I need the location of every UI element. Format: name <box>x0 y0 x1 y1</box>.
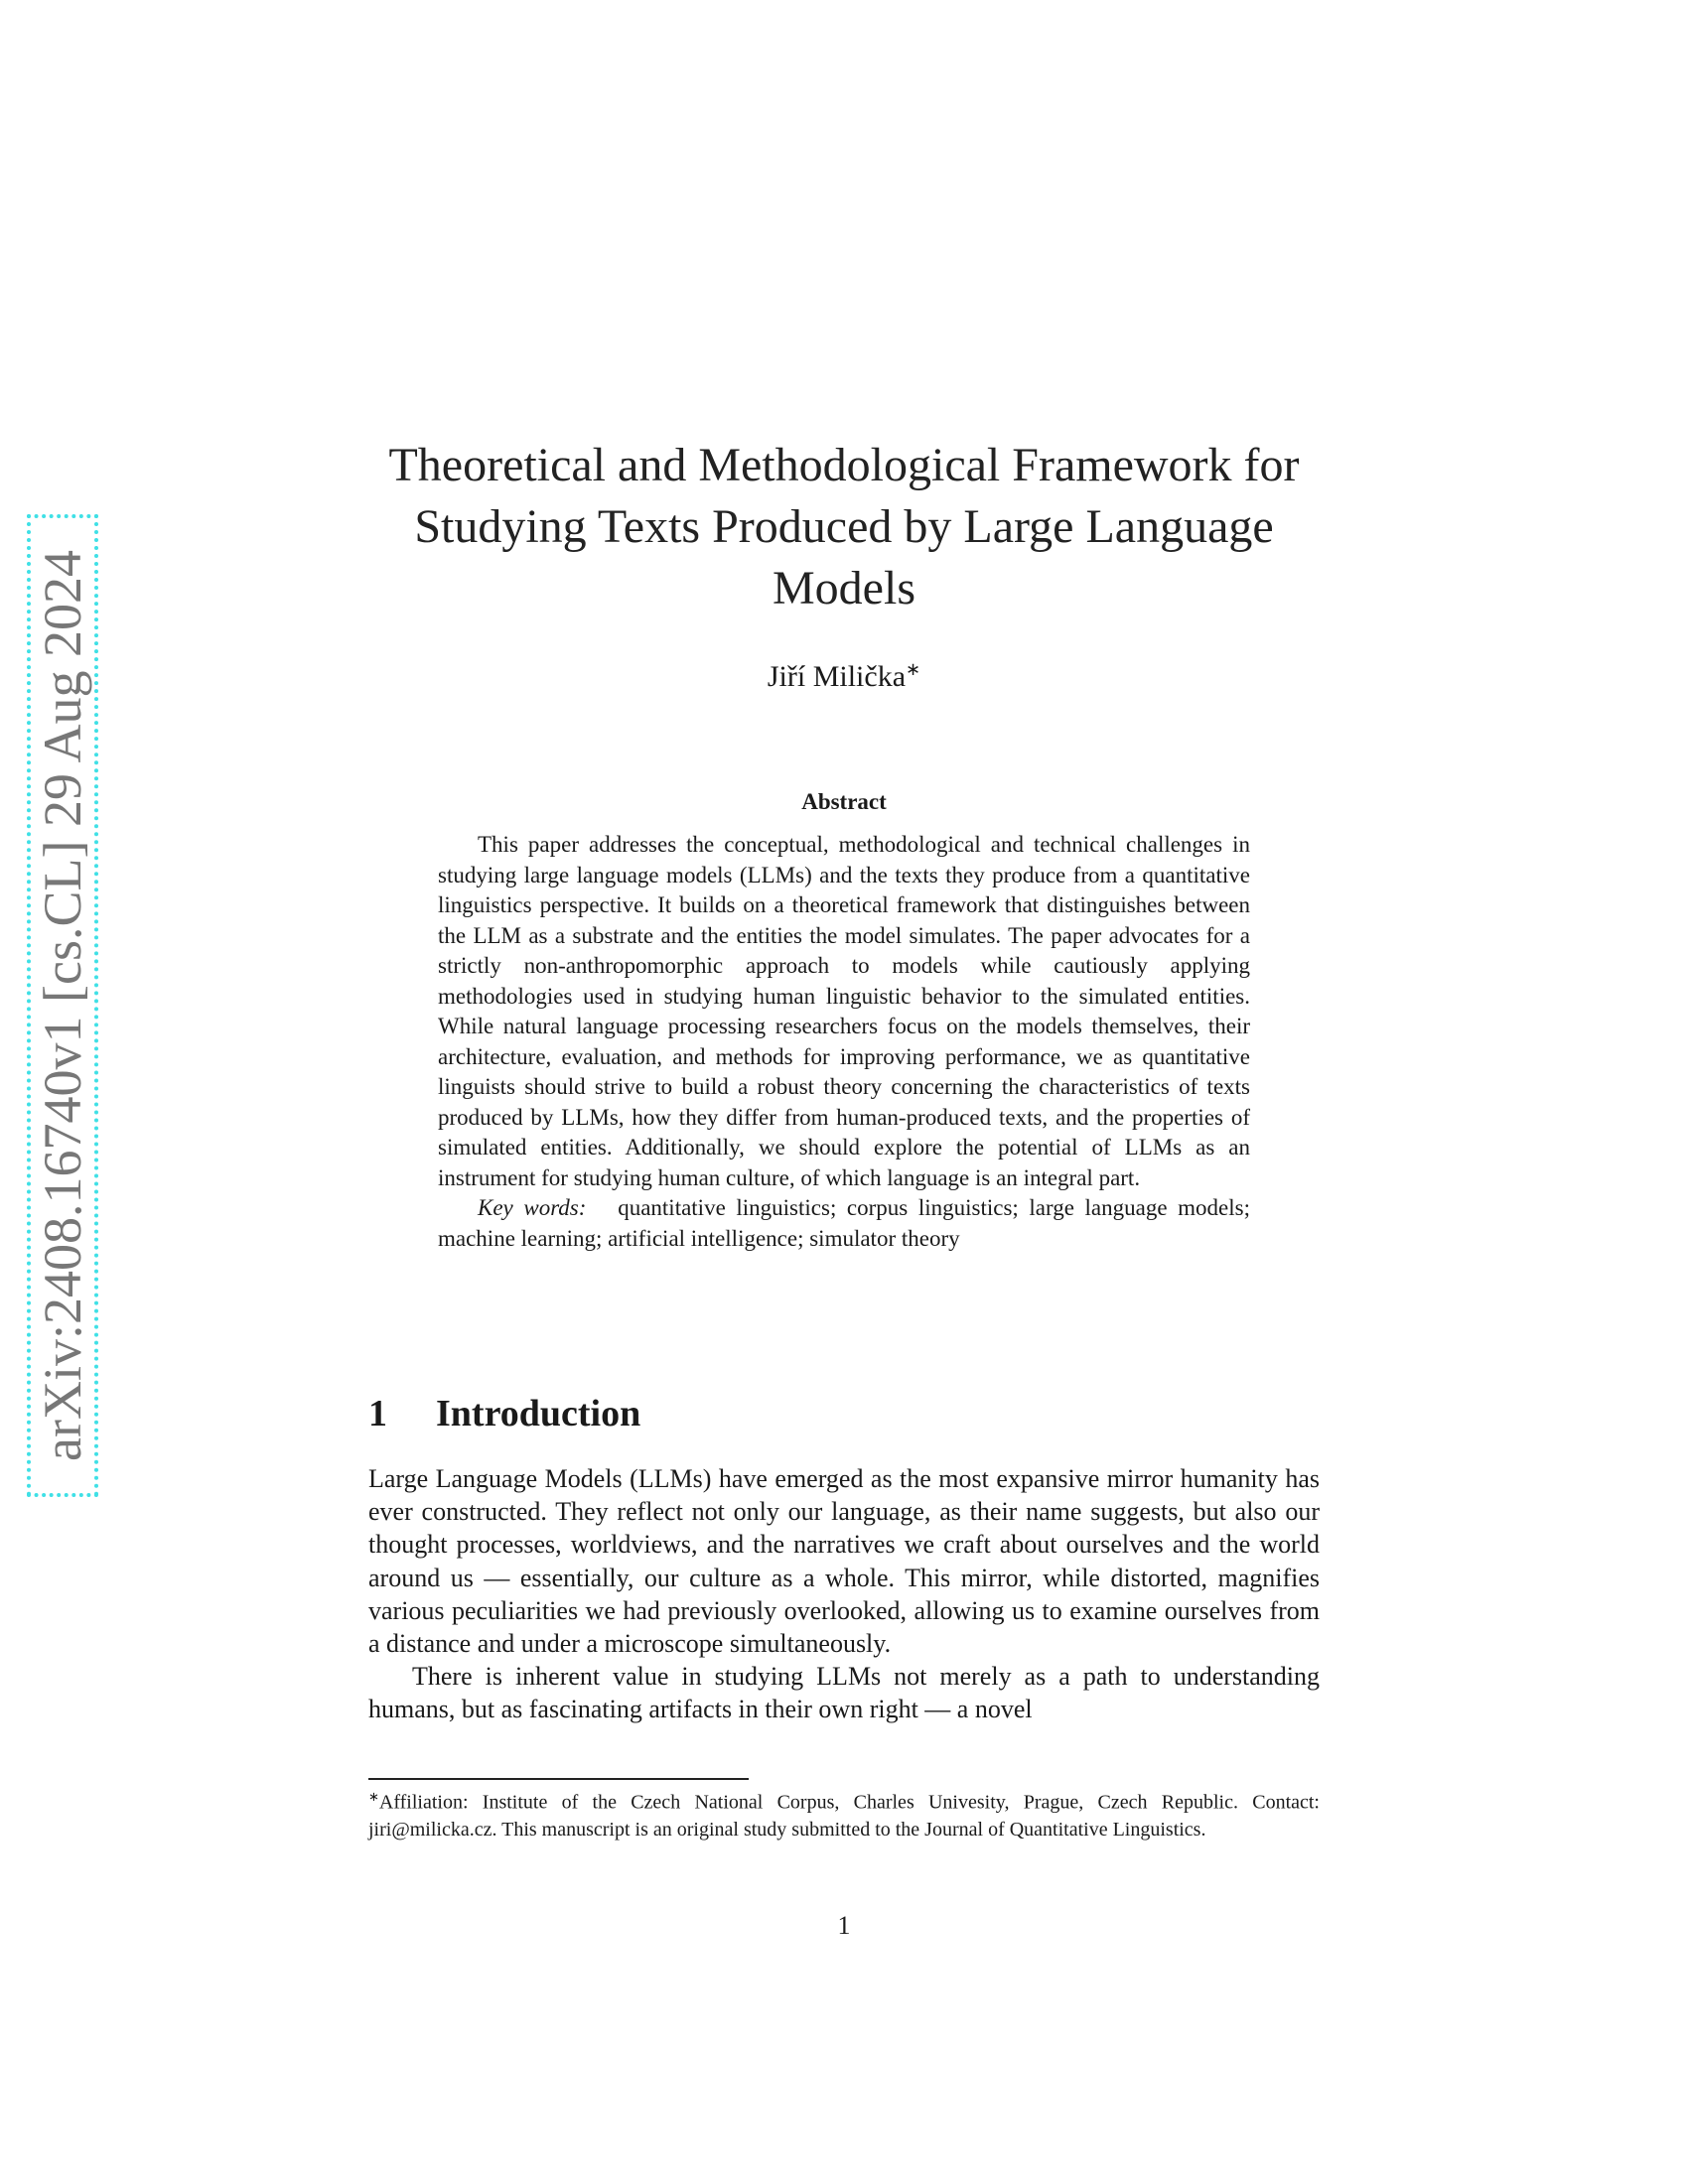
author-footnote-mark[interactable]: ∗ <box>906 659 921 679</box>
footnote <box>368 1783 1320 1843</box>
arxiv-stamp-text: arXiv:2408.16740v1 [cs.CL] 29 Aug 2024 <box>33 550 92 1461</box>
keywords <box>438 1193 1250 1254</box>
footnote-text: Affiliation: Institute of the Czech National Corpus, Charles Univesity, Prague, Czech Republic. Contact: jiri@milicka.cz. This manuscript is an original study submitted to the Journal of Quantitative Linguistics. <box>368 1791 1320 1841</box>
abstract <box>438 830 1250 1254</box>
paragraph: There is inherent value in studying LLMs not merely as a path to understanding humans, but as fascinating artifacts in their own right — a novel <box>368 1662 1320 1724</box>
section-title: Introduction <box>436 1393 641 1434</box>
keywords-label: Key words: <box>478 1195 587 1220</box>
author <box>556 659 1132 694</box>
section-heading <box>368 1392 640 1435</box>
section-number: 1 <box>368 1393 387 1434</box>
keywords-text: quantitative linguistics; corpus linguistics; large language models; machine learning; artificial intelligence; simulator theory <box>438 1195 1250 1251</box>
abstract-text: This paper addresses the conceptual, methodological and technical challenges in studying large language models (LLMs) and the texts they produce from a quantitative linguistics perspective. It builds on a theoretical framework that distinguishes between the LLM as a substrate and the entities the model simulates. The paper advocates for a strictly non-anthropomorphic approach to models while cautiously applying methodologies used in studying human linguistic behavior to the simulated entities. While natural language processing researchers focus on the models themselves, their architecture, evaluation, and methods for improving performance, we as quantitative linguists should strive to build a robust theory concerning the characteristics of texts produced by LLMs, how they differ from human-produced texts, and the properties of simulated entities. Additionally, we should explore the potential of LLMs as an instrument for studying human culture, of which language is an integral part. <box>438 832 1250 1190</box>
footnote-rule <box>368 1778 749 1780</box>
footnote-mark: ∗ <box>368 1789 379 1804</box>
page-number: 1 <box>837 1911 851 1940</box>
paragraph: Large Language Models (LLMs) have emerged as the most expansive mirror humanity has ever constructed. They reflect not only our language, as their name suggests, but also our thought processes, worldviews, and the narratives we craft about ourselves and the world around us — essentially, our culture as a whole. This mirror, while distorted, magnifies various peculiarities we had previously overlooked, allowing us to examine ourselves from a distance and under a microscope simultaneously. <box>368 1464 1320 1659</box>
author-name: Jiří Milička <box>767 660 907 693</box>
section-body <box>368 1462 1320 1726</box>
arxiv-stamp <box>27 514 98 1497</box>
paper-title: Theoretical and Methodological Framework for Studying Texts Produced by Large Language Models <box>388 439 1300 614</box>
abstract-heading: Abstract <box>801 789 887 814</box>
